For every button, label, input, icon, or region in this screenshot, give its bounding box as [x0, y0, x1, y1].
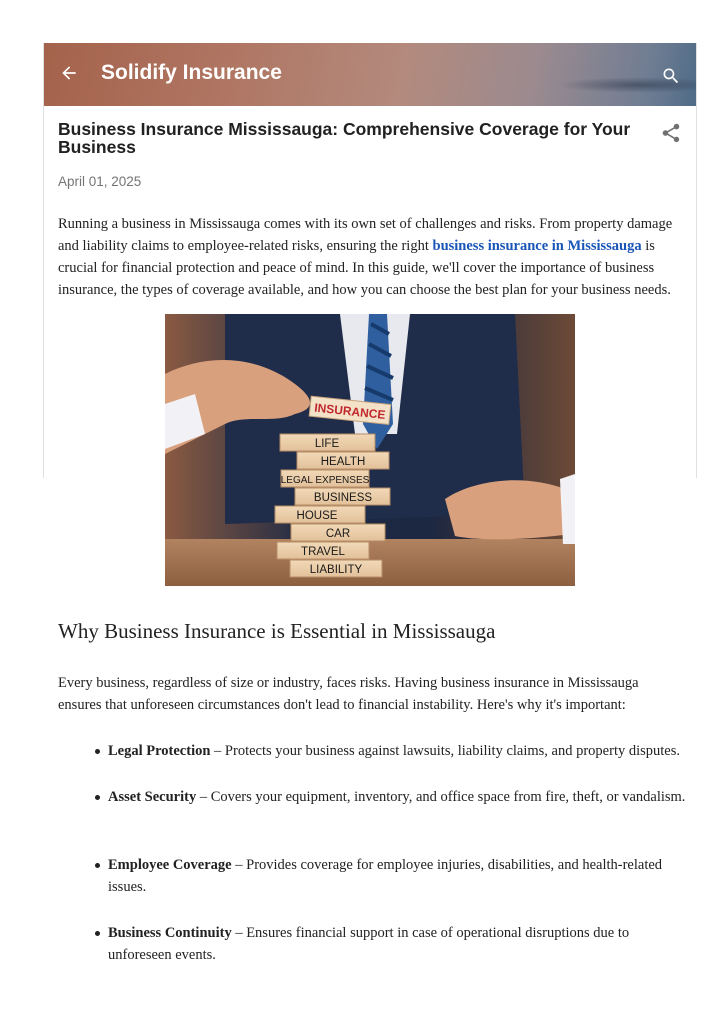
block-life: LIFE [314, 438, 340, 450]
list-item [108, 786, 688, 808]
intro-text-before: Running a business in Mississauga comes with its own set of challenges and risks. From property damage and liability claims to employee-related risks, ensuring the right [58, 216, 673, 254]
block-health: HEALTH [320, 456, 366, 468]
block-legal-expenses: LEGAL EXPENSES [280, 475, 370, 486]
back-button[interactable] [57, 61, 81, 85]
block-car: CAR [325, 528, 351, 540]
arrow-left-icon [59, 63, 79, 83]
search-button[interactable] [659, 64, 683, 88]
bullet-term: Business Continuity [108, 925, 232, 941]
bullet-term: Legal Protection [108, 743, 211, 759]
list-item [108, 922, 688, 966]
share-icon [660, 122, 682, 144]
post-date: April 01, 2025 [58, 174, 142, 189]
block-house: HOUSE [296, 510, 338, 522]
bullet-text: – Ensures financial support in case of operational disruptions due to unforeseen events. [108, 925, 630, 963]
bullet-text: – Protects your business against lawsuits, liability claims, and property disputes. [210, 743, 681, 759]
bullet-term: Employee Coverage [108, 857, 232, 873]
intro-text-after: is crucial for financial protection and peace of mind. In this guide, we'll cover the importance of business insurance, the types of coverage available, and how you can choose the best plan for your business needs. [58, 238, 671, 298]
list-item [108, 854, 688, 898]
hero-image [165, 314, 575, 586]
app-header [43, 43, 697, 106]
block-liability: LIABILITY [309, 564, 363, 576]
insurance-link[interactable]: business insurance in Mississauga [432, 238, 642, 254]
block-insurance: INSURANCE [313, 400, 387, 422]
post-title: Business Insurance Mississauga: Comprehensive Coverage for Your Business [58, 119, 631, 157]
bullet-term: Asset Security [108, 789, 197, 805]
insurance-blocks-illustration [165, 314, 575, 586]
list-item [108, 740, 688, 762]
post-card [43, 43, 697, 968]
app-title[interactable]: Solidify Insurance [101, 61, 282, 84]
block-travel: TRAVEL [301, 546, 345, 558]
search-icon [661, 66, 681, 86]
bullet-text: – Covers your equipment, inventory, and office space from fire, theft, or vandalism. [196, 789, 686, 805]
share-button[interactable] [660, 122, 682, 144]
bullet-text: – Provides coverage for employee injuries, disabilities, and health-related issues. [108, 857, 663, 895]
block-business: BUSINESS [313, 492, 373, 504]
intro-paragraph [58, 213, 683, 301]
section-paragraph: Every business, regardless of size or industry, faces risks. Having business insurance in Mississauga ensures that unforeseen circumstances don't lead to financial instability. Here's why it's important: [58, 675, 639, 713]
section-heading: Why Business Insurance is Essential in Mississauga [58, 619, 496, 643]
